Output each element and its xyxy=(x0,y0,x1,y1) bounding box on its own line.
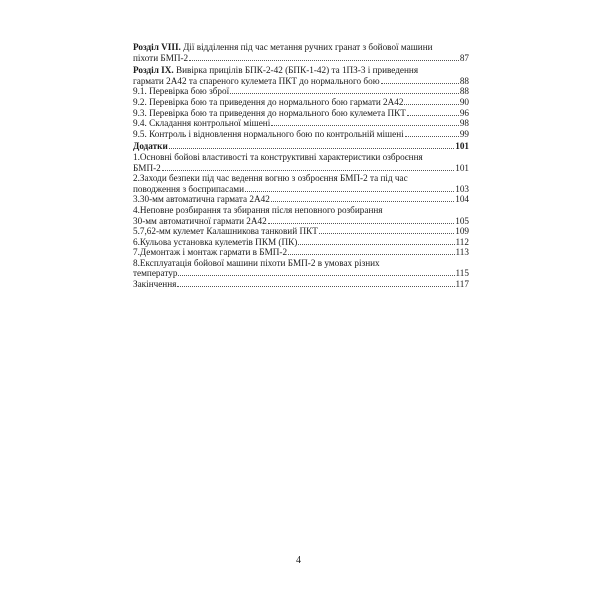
toc-entry xyxy=(133,118,469,129)
toc-entry xyxy=(133,205,469,226)
toc-entry-text: 8.Експлуатація бойової машини піхоти БМП-2 в умовах різних xyxy=(133,257,380,268)
toc-entry-title: 3.30-мм автоматична гармата 2А42 xyxy=(133,194,270,205)
toc-entry xyxy=(133,279,469,290)
dot-leader xyxy=(162,170,454,171)
toc-page-number: 109 xyxy=(455,226,469,237)
dot-leader xyxy=(245,191,454,192)
toc-entry xyxy=(133,247,469,258)
toc-entry xyxy=(133,173,469,194)
toc-entry xyxy=(133,152,469,173)
toc-entry-text: Дії відділення під час метання ручних гранат з бойової машини xyxy=(180,42,433,52)
toc-entry-text: 4.Неповне розбирання та збирання після неповного розбирання xyxy=(133,204,383,215)
toc-entry-text: гармати 2А42 та спареного кулемета ПКТ до нормального бою xyxy=(133,75,380,86)
toc-entry xyxy=(133,237,469,248)
toc-entry-title: поводження з боєприпасами xyxy=(133,183,245,194)
toc-entry-title: 9.4. Складання контрольної мішені xyxy=(133,118,271,129)
toc-entry-title: 30-мм автоматичної гармати 2А42 xyxy=(133,215,267,226)
dot-leader xyxy=(381,83,459,84)
toc-page-number: 117 xyxy=(455,279,469,290)
toc-entry xyxy=(133,42,469,63)
toc-entry-title: температур xyxy=(133,268,178,279)
toc-entry xyxy=(133,226,469,237)
dot-leader xyxy=(271,125,459,126)
dot-leader xyxy=(404,104,458,105)
toc-entry-title: Додатки xyxy=(133,141,168,152)
toc-page-number: 104 xyxy=(455,194,469,205)
toc-entry-title: 9.1. Перевірка бою зброї xyxy=(133,86,230,97)
toc-page-number: 96 xyxy=(459,107,469,118)
toc-entry xyxy=(133,129,469,140)
dot-leader xyxy=(169,148,454,149)
section-label: Розділ IX. xyxy=(133,65,174,76)
dot-leader xyxy=(268,223,455,224)
dot-leader xyxy=(178,275,454,276)
dot-leader xyxy=(271,201,454,202)
dot-leader xyxy=(189,60,459,61)
toc-page-number: 90 xyxy=(459,96,469,107)
toc-entry-text: Вивірка прицілів БПК-2-42 (БПК-1-42) та 1ПЗ-3 і приведення xyxy=(173,65,419,76)
toc-entry xyxy=(133,194,469,205)
dot-leader xyxy=(405,136,459,137)
toc-page-number: 88 xyxy=(459,86,469,97)
toc-page-number: 112 xyxy=(455,236,469,247)
toc-page-number: 87 xyxy=(459,52,469,63)
section-label: Розділ VIII. xyxy=(133,42,181,52)
dot-leader xyxy=(298,244,454,245)
toc-entry-title: піхоти БМП-2 xyxy=(133,52,189,63)
toc-entry xyxy=(133,108,469,119)
toc-page-number: 115 xyxy=(455,268,469,279)
page-number: 4 xyxy=(296,555,301,566)
toc-page-number: 99 xyxy=(459,128,469,139)
toc-entry xyxy=(133,97,469,108)
toc-entry-text: 1.Основні бойові властивості та конструктивні характеристики озброєння xyxy=(133,151,423,162)
dot-leader xyxy=(177,286,454,287)
toc-entry xyxy=(133,86,469,97)
toc-page-number: 98 xyxy=(459,118,469,129)
toc-entry xyxy=(133,258,469,279)
toc-entry-title: 9.3. Перевірка бою та приведення до нормального бою кулемета ПКТ xyxy=(133,107,406,118)
toc-page-number: 101 xyxy=(455,141,469,152)
toc-entry-title: 5.7,62-мм кулемет Калашникова танковий ПКТ xyxy=(133,226,318,237)
toc-entry-text: 2.Заходи безпеки під час ведення вогню з озброєння БМП-2 та під час xyxy=(133,173,408,184)
toc-page-number: 113 xyxy=(455,247,469,258)
dot-leader xyxy=(407,115,459,116)
toc-page-number: 105 xyxy=(455,215,469,226)
dot-leader xyxy=(230,93,459,94)
toc-entry-title: 9.5. Контроль і відновлення нормального бою по контрольній мішені xyxy=(133,128,404,139)
toc-entry-title: Закінчення xyxy=(133,279,177,290)
toc-page-number: 103 xyxy=(455,183,469,194)
toc-entry-title: 6.Кульова установка кулеметів ПКМ (ПК) xyxy=(133,236,298,247)
dot-leader xyxy=(319,233,454,234)
toc-page-number: 101 xyxy=(455,162,469,173)
table-of-contents xyxy=(133,42,469,290)
toc-entry-title: 9.2. Перевірка бою та приведення до нормального бою гармати 2А42 xyxy=(133,96,404,107)
toc-entry xyxy=(133,65,469,86)
toc-entry-title: БМП-2 xyxy=(133,162,161,173)
dot-leader xyxy=(288,254,455,255)
toc-page-number: 88 xyxy=(459,75,469,86)
toc-entry-title: 7.Демонтаж і монтаж гармати в БМП-2 xyxy=(133,247,288,258)
toc-entry xyxy=(133,141,469,152)
